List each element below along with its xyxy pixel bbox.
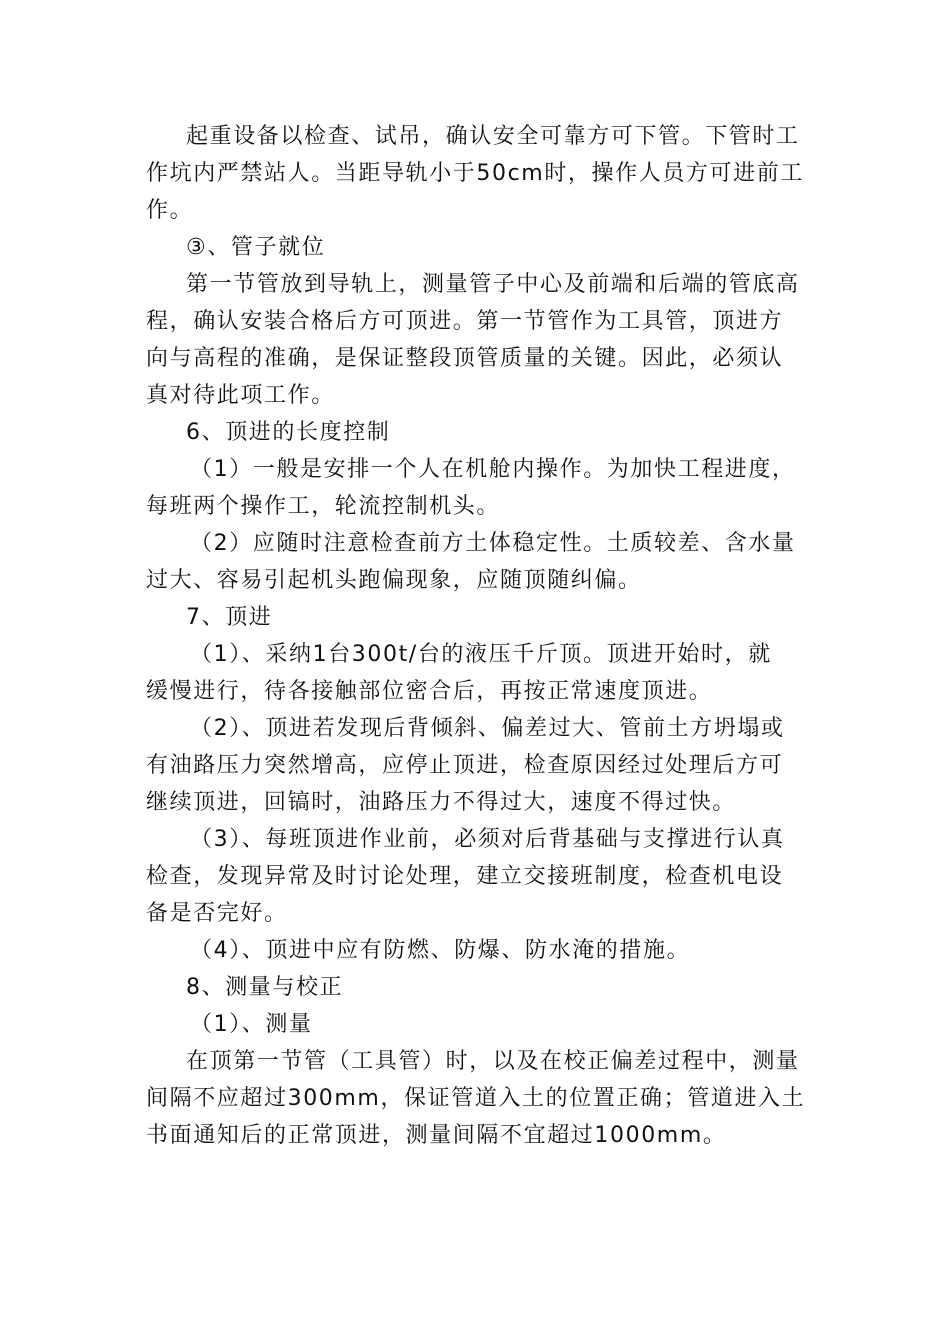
paragraph-line: 缓慢进行，待各接触部位密合后，再按正常速度顶进。	[146, 679, 713, 704]
list-item-line: （4）、顶进中应有防燃、防爆、防水淹的措施。	[190, 938, 691, 963]
section-heading-length-control: 6、顶进的长度控制	[186, 420, 391, 445]
document-body	[146, 118, 816, 1154]
paragraph-line: 起重设备以检查、试吊，确认安全可靠方可下管。下管时工	[186, 124, 800, 149]
paragraph-line: 过大、容易引起机头跑偏现象，应随顶随纠偏。	[146, 568, 642, 593]
paragraph-line: 备是否完好。	[146, 901, 288, 926]
section-heading-jacking: 7、顶进	[186, 605, 273, 630]
paragraph-line: 每班两个操作工，轮流控制机头。	[146, 494, 501, 519]
list-item-line: （1）一般是安排一个人在机舱内操作。为加快工程进度，	[190, 457, 796, 482]
paragraph-line: 作坑内严禁站人。当距导轨小于50cm时，操作人员方可进前工	[146, 161, 804, 186]
paragraph-line: 继续顶进，回镐时，油路压力不得过大，速度不得过快。	[146, 790, 737, 815]
paragraph-line: 检查，发现异常及时讨论处理，建立交接班制度，检查机电设	[146, 864, 784, 889]
paragraph-line: 作。	[146, 198, 194, 223]
subheading-pipe-positioning: ③、管子就位	[186, 235, 326, 260]
paragraph-line: 书面通知后的正常顶进，测量间隔不宜超过1000mm。	[146, 1123, 727, 1148]
list-item-line: （1）、测量	[190, 1012, 313, 1037]
paragraph-line: 有油路压力突然增高，应停止顶进，检查原因经过处理后方可	[146, 753, 784, 778]
paragraph-line: 向与高程的准确，是保证整段顶管质量的关键。因此，必须认	[146, 346, 784, 371]
section-heading-measurement: 8、测量与校正	[186, 975, 344, 1000]
paragraph-line: 程，确认安装合格后方可顶进。第一节管作为工具管，顶进方	[146, 309, 784, 334]
list-item-line: （1）、采纳1台300t/台的液压千斤顶。顶进开始时，就	[190, 642, 772, 667]
list-item-line: （2）应随时注意检查前方土体稳定性。土质较差、含水量	[190, 531, 796, 556]
paragraph-line: 间隔不应超过300mm，保证管道入土的位置正确；管道进入土	[146, 1086, 806, 1111]
paragraph-line: 在顶第一节管（工具管）时，以及在校正偏差过程中，测量	[186, 1049, 800, 1074]
list-item-line: （2）、顶进若发现后背倾斜、偏差过大、管前土方坍塌或	[190, 716, 785, 741]
paragraph-line: 真对待此项工作。	[146, 383, 335, 408]
paragraph-line: 第一节管放到导轨上，测量管子中心及前端和后端的管底高	[186, 272, 800, 297]
list-item-line: （3）、每班顶进作业前，必须对后背基础与支撑进行认真	[190, 827, 785, 852]
